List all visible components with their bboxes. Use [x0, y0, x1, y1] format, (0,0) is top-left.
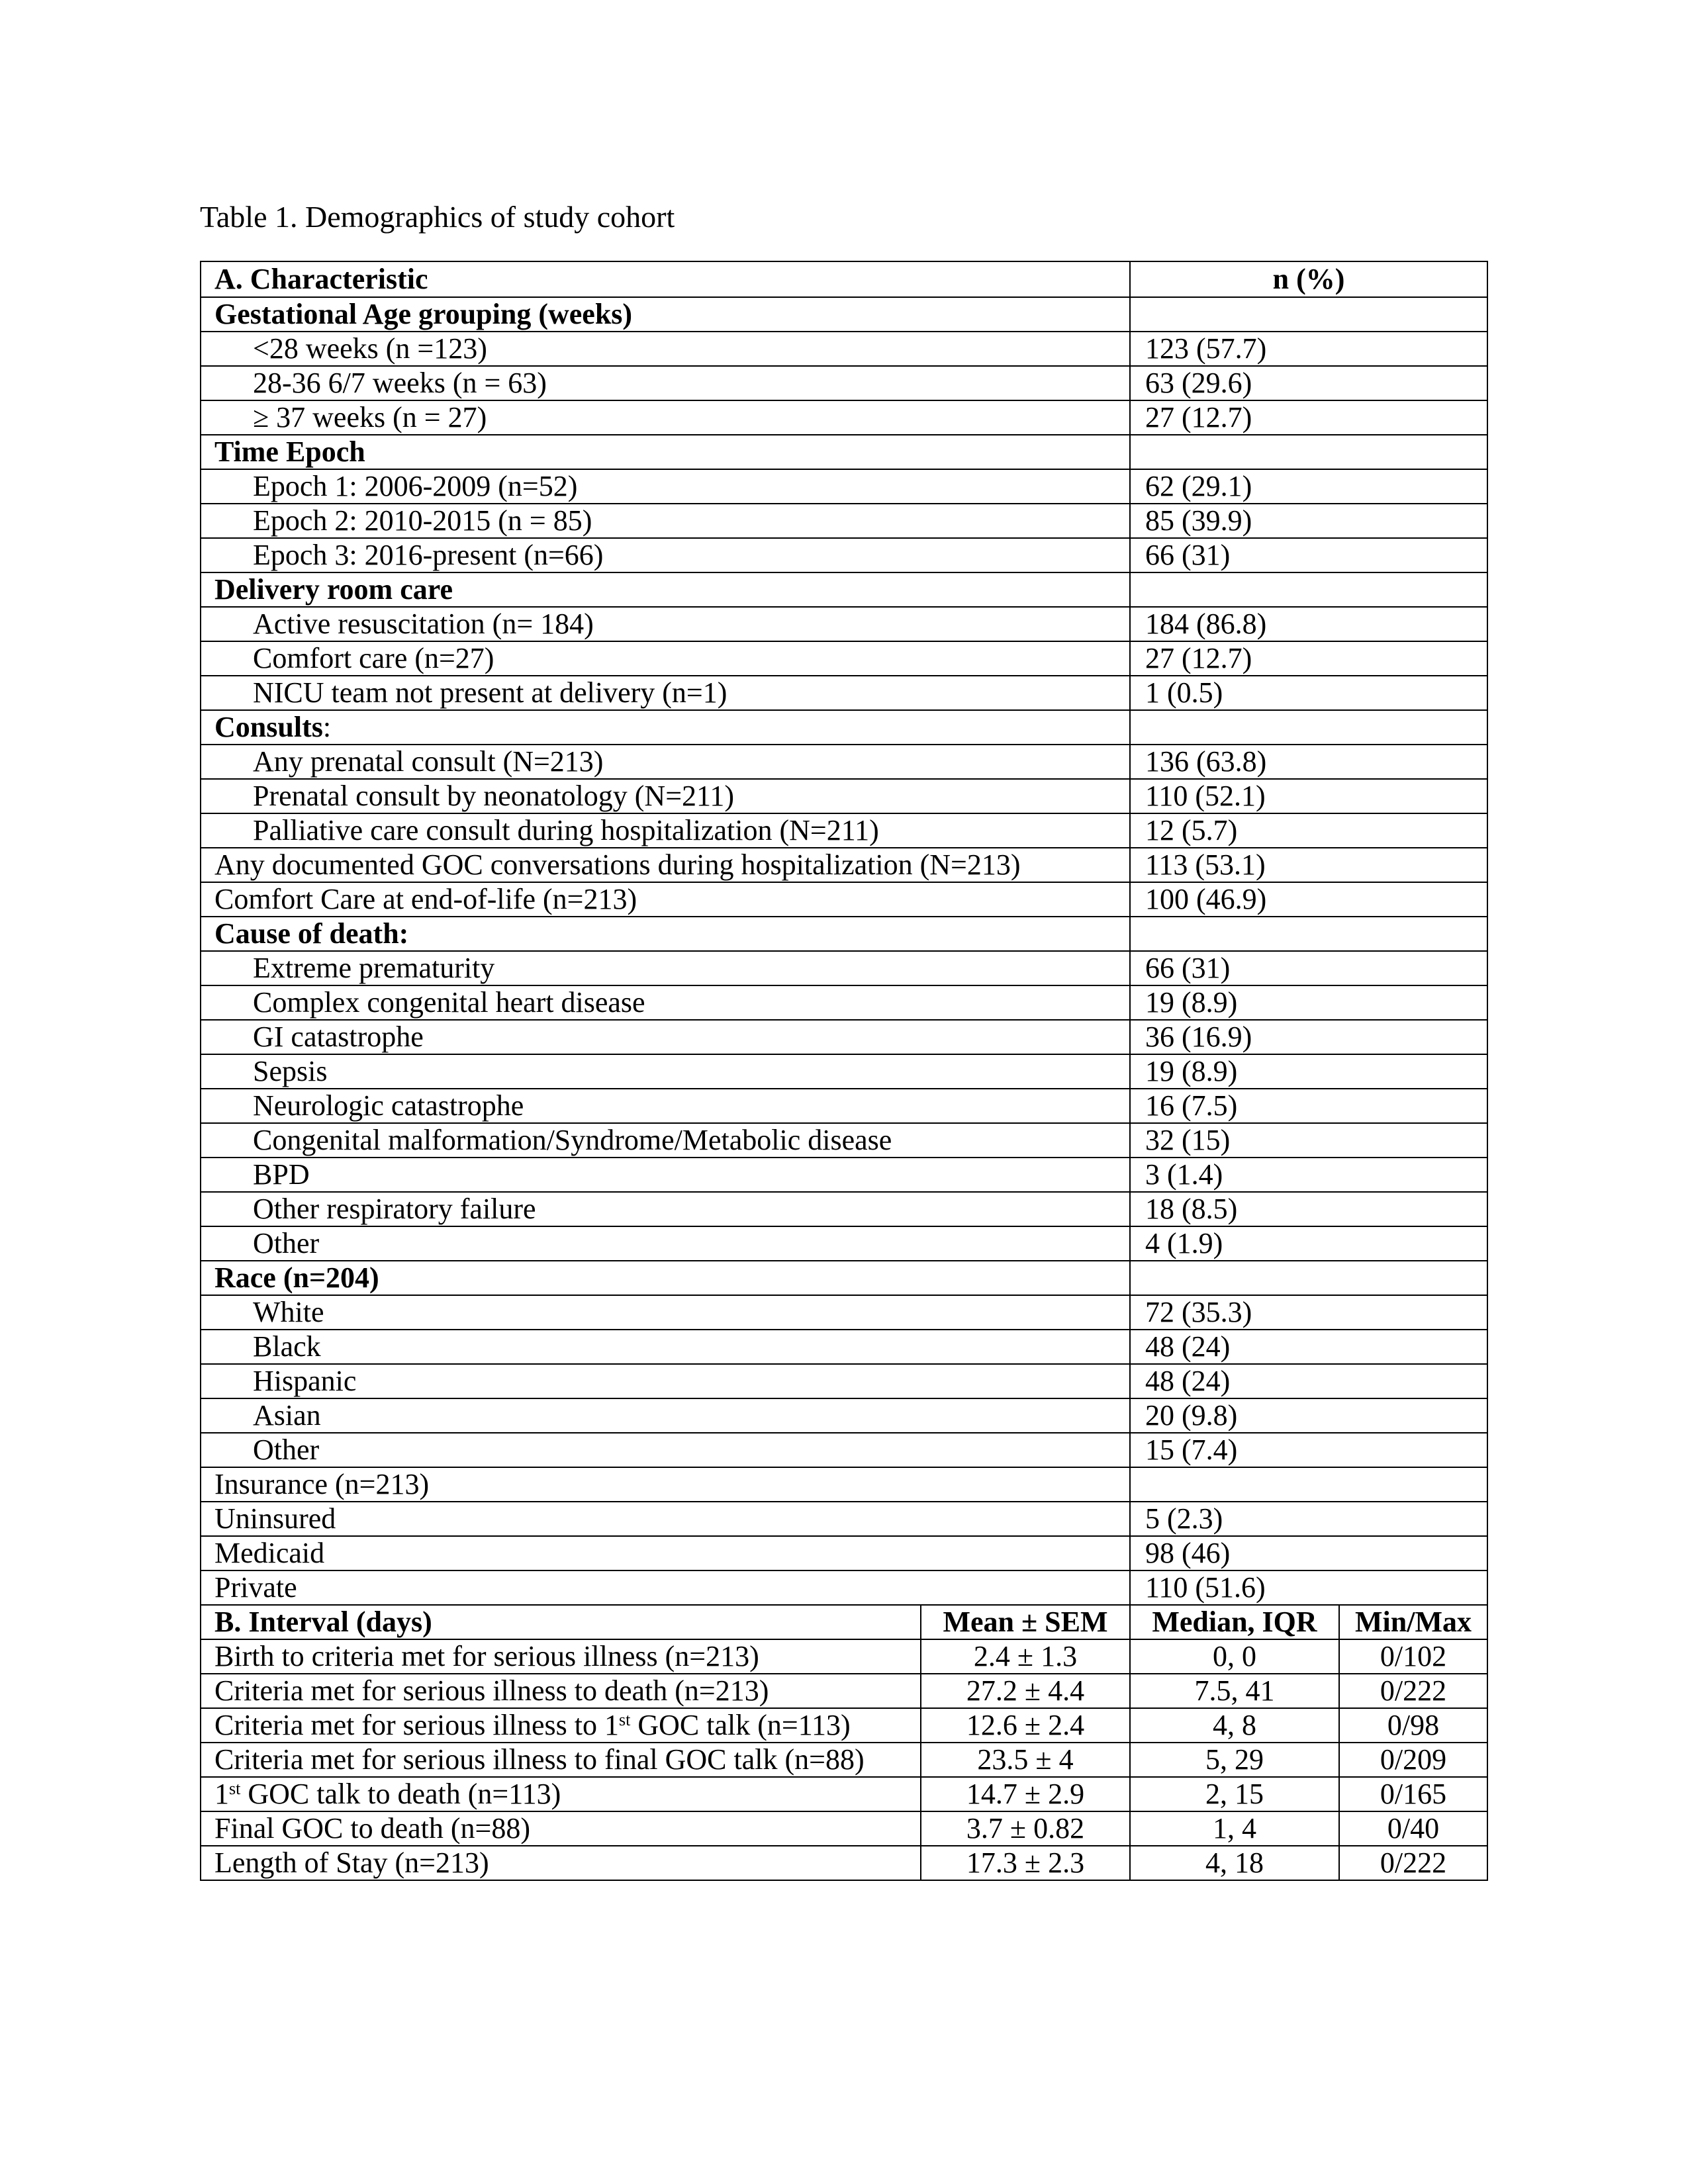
table-row: [201, 400, 1487, 435]
characteristic-cell: [201, 1502, 1130, 1536]
n-percent-header: n (%): [1130, 261, 1487, 297]
n-percent-cell: 27 (12.7): [1130, 641, 1487, 676]
table-row: [201, 1364, 1487, 1398]
table-row: [201, 572, 1487, 607]
table-row: [201, 1708, 1487, 1743]
median-iqr-cell: 7.5, 41: [1130, 1674, 1339, 1708]
median-iqr-cell: 1, 4: [1130, 1811, 1339, 1846]
min-max-cell: 0/102: [1339, 1639, 1487, 1674]
characteristic-cell: [201, 1536, 1130, 1570]
characteristic-cell: [201, 917, 1130, 951]
characteristic-label: BPD: [253, 1158, 310, 1191]
characteristic-header: A. Characteristic: [201, 261, 1130, 297]
min-max-cell: 0/222: [1339, 1674, 1487, 1708]
characteristic-cell: [201, 1226, 1130, 1261]
table-row: [201, 917, 1487, 951]
table-row: [201, 1433, 1487, 1467]
table-row: [201, 951, 1487, 985]
mean-sem-cell: 2.4 ± 1.3: [921, 1639, 1130, 1674]
characteristic-cell: [201, 1123, 1130, 1158]
characteristic-label: Other: [253, 1227, 320, 1259]
interval-label: Length of Stay (n=213): [214, 1846, 489, 1879]
table-row: [201, 1020, 1487, 1054]
interval-label: Criteria met for serious illness to 1: [214, 1709, 619, 1741]
characteristic-cell: [201, 607, 1130, 641]
characteristic-cell: [201, 1158, 1130, 1192]
min-max-cell: 0/165: [1339, 1777, 1487, 1811]
interval-cell: [201, 1674, 921, 1708]
characteristic-label: Epoch 2: 2010-2015 (n = 85): [253, 504, 592, 537]
n-percent-cell: 72 (35.3): [1130, 1295, 1487, 1330]
n-percent-cell: 12 (5.7): [1130, 813, 1487, 848]
median-iqr-cell: 2, 15: [1130, 1777, 1339, 1811]
characteristic-cell: [201, 1570, 1130, 1605]
n-percent-cell: 4 (1.9): [1130, 1226, 1487, 1261]
interval-cell: [201, 1708, 921, 1743]
table-row: [201, 1054, 1487, 1089]
characteristic-cell: [201, 641, 1130, 676]
table-row: [201, 1295, 1487, 1330]
n-percent-cell: 36 (16.9): [1130, 1020, 1487, 1054]
table-row: [201, 538, 1487, 572]
n-percent-cell: 136 (63.8): [1130, 745, 1487, 779]
table-row: [201, 504, 1487, 538]
table-row: [201, 366, 1487, 400]
section-a-header-row: [201, 261, 1487, 297]
characteristic-label: Medicaid: [214, 1537, 325, 1569]
table-row: [201, 1536, 1487, 1570]
characteristic-label: Race (n=204): [214, 1261, 379, 1294]
characteristic-cell: [201, 1364, 1130, 1398]
table-row: [201, 641, 1487, 676]
n-percent-cell: 1 (0.5): [1130, 676, 1487, 710]
characteristic-cell: [201, 332, 1130, 366]
table-row: [201, 1846, 1487, 1880]
demographics-table: [200, 261, 1488, 1881]
ordinal-suffix: st: [229, 1779, 241, 1798]
n-percent-cell: 3 (1.4): [1130, 1158, 1487, 1192]
characteristic-label: Palliative care consult during hospitalization (N=211): [253, 814, 879, 846]
interval-label-rest: GOC talk (n=113): [630, 1709, 851, 1741]
characteristic-label: Cause of death:: [214, 917, 409, 950]
characteristic-cell: [201, 1398, 1130, 1433]
interval-cell: [201, 1639, 921, 1674]
n-percent-cell: [1130, 297, 1487, 332]
characteristic-cell: [201, 1089, 1130, 1123]
table-row: [201, 297, 1487, 332]
n-percent-cell: 63 (29.6): [1130, 366, 1487, 400]
characteristic-label: Prenatal consult by neonatology (N=211): [253, 780, 735, 812]
table-row: [201, 1123, 1487, 1158]
table-row: [201, 1261, 1487, 1295]
interval-label-rest: GOC talk to death (n=113): [240, 1778, 561, 1810]
n-percent-cell: [1130, 1261, 1487, 1295]
characteristic-cell: [201, 297, 1130, 332]
n-percent-cell: 27 (12.7): [1130, 400, 1487, 435]
n-percent-cell: 15 (7.4): [1130, 1433, 1487, 1467]
min-max-cell: 0/40: [1339, 1811, 1487, 1846]
mean-sem-cell: 14.7 ± 2.9: [921, 1777, 1130, 1811]
n-percent-cell: 123 (57.7): [1130, 332, 1487, 366]
median-iqr-cell: 4, 8: [1130, 1708, 1339, 1743]
characteristic-label: Gestational Age grouping (weeks): [214, 298, 633, 330]
characteristic-label: Private: [214, 1571, 297, 1604]
n-percent-cell: 18 (8.5): [1130, 1192, 1487, 1226]
characteristic-label: ≥ 37 weeks (n = 27): [253, 401, 487, 433]
n-percent-cell: 113 (53.1): [1130, 848, 1487, 882]
table-row: [201, 1089, 1487, 1123]
section-b-header-row: [201, 1605, 1487, 1639]
characteristic-cell: [201, 1295, 1130, 1330]
table-row: [201, 469, 1487, 504]
characteristic-cell: [201, 504, 1130, 538]
min-max-cell: 0/222: [1339, 1846, 1487, 1880]
mean-sem-cell: 3.7 ± 0.82: [921, 1811, 1130, 1846]
interval-header: B. Interval (days): [201, 1605, 921, 1639]
characteristic-cell: [201, 1020, 1130, 1054]
n-percent-cell: [1130, 917, 1487, 951]
characteristic-label: Consults: [214, 711, 323, 743]
characteristic-label: Congenital malformation/Syndrome/Metabolic disease: [253, 1124, 892, 1156]
table-row: [201, 1226, 1487, 1261]
n-percent-cell: 48 (24): [1130, 1330, 1487, 1364]
characteristic-label: Comfort Care at end-of-life (n=213): [214, 883, 637, 915]
min-max-cell: 0/209: [1339, 1743, 1487, 1777]
table-row: [201, 882, 1487, 917]
median-iqr-header: Median, IQR: [1130, 1605, 1339, 1639]
median-iqr-cell: 5, 29: [1130, 1743, 1339, 1777]
interval-cell: [201, 1811, 921, 1846]
median-iqr-cell: 4, 18: [1130, 1846, 1339, 1880]
interval-label: Criteria met for serious illness to final GOC talk (n=88): [214, 1743, 865, 1776]
table-row: [201, 1777, 1487, 1811]
characteristic-label: White: [253, 1296, 324, 1328]
characteristic-cell: [201, 985, 1130, 1020]
table-row: [201, 676, 1487, 710]
label-suffix: :: [322, 711, 332, 743]
characteristic-label: Epoch 3: 2016-present (n=66): [253, 539, 604, 571]
table-row: [201, 1674, 1487, 1708]
n-percent-cell: 66 (31): [1130, 538, 1487, 572]
table-row: [201, 710, 1487, 745]
characteristic-cell: [201, 1467, 1130, 1502]
characteristic-label: Time Epoch: [214, 435, 365, 468]
table-row: [201, 779, 1487, 813]
table-row: [201, 1330, 1487, 1364]
characteristic-cell: [201, 1433, 1130, 1467]
characteristic-label: Any prenatal consult (N=213): [253, 745, 604, 778]
characteristic-label: <28 weeks (n =123): [253, 332, 487, 365]
interval-cell: [201, 1777, 921, 1811]
characteristic-label: Extreme prematurity: [253, 952, 495, 984]
characteristic-label: Active resuscitation (n= 184): [253, 608, 594, 640]
characteristic-cell: [201, 538, 1130, 572]
characteristic-label: Complex congenital heart disease: [253, 986, 645, 1019]
ordinal-suffix: st: [619, 1710, 631, 1729]
n-percent-cell: [1130, 710, 1487, 745]
characteristic-label: 28-36 6/7 weeks (n = 63): [253, 367, 547, 399]
characteristic-cell: [201, 1261, 1130, 1295]
n-percent-cell: 16 (7.5): [1130, 1089, 1487, 1123]
characteristic-cell: [201, 745, 1130, 779]
table-row: [201, 1398, 1487, 1433]
characteristic-cell: [201, 848, 1130, 882]
characteristic-label: Delivery room care: [214, 573, 453, 606]
min-max-header: Min/Max: [1339, 1605, 1487, 1639]
n-percent-cell: 19 (8.9): [1130, 985, 1487, 1020]
n-percent-cell: 48 (24): [1130, 1364, 1487, 1398]
interval-label: Criteria met for serious illness to death (n=213): [214, 1674, 769, 1707]
characteristic-label: Other respiratory failure: [253, 1193, 536, 1225]
table-row: [201, 607, 1487, 641]
mean-sem-cell: 12.6 ± 2.4: [921, 1708, 1130, 1743]
characteristic-cell: [201, 572, 1130, 607]
table-row: [201, 1192, 1487, 1226]
characteristic-label: Other: [253, 1433, 320, 1466]
characteristic-label: GI catastrophe: [253, 1021, 424, 1053]
characteristic-cell: [201, 400, 1130, 435]
interval-label: Final GOC to death (n=88): [214, 1812, 530, 1844]
characteristic-cell: [201, 710, 1130, 745]
characteristic-cell: [201, 951, 1130, 985]
table-row: [201, 1467, 1487, 1502]
characteristic-label: NICU team not present at delivery (n=1): [253, 676, 727, 709]
characteristic-cell: [201, 1054, 1130, 1089]
n-percent-cell: 85 (39.9): [1130, 504, 1487, 538]
table-row: [201, 332, 1487, 366]
n-percent-cell: 62 (29.1): [1130, 469, 1487, 504]
characteristic-label: Uninsured: [214, 1502, 336, 1535]
table-row: [201, 1811, 1487, 1846]
mean-sem-cell: 23.5 ± 4: [921, 1743, 1130, 1777]
characteristic-cell: [201, 469, 1130, 504]
n-percent-cell: 20 (9.8): [1130, 1398, 1487, 1433]
characteristic-cell: [201, 1330, 1130, 1364]
n-percent-cell: 184 (86.8): [1130, 607, 1487, 641]
n-percent-cell: 19 (8.9): [1130, 1054, 1487, 1089]
n-percent-cell: 98 (46): [1130, 1536, 1487, 1570]
mean-sem-header: Mean ± SEM: [921, 1605, 1130, 1639]
n-percent-cell: 110 (52.1): [1130, 779, 1487, 813]
characteristic-cell: [201, 676, 1130, 710]
interval-label: 1: [214, 1778, 229, 1810]
characteristic-label: Sepsis: [253, 1055, 328, 1087]
n-percent-cell: [1130, 572, 1487, 607]
n-percent-cell: 110 (51.6): [1130, 1570, 1487, 1605]
interval-cell: [201, 1846, 921, 1880]
n-percent-cell: 5 (2.3): [1130, 1502, 1487, 1536]
table-row: [201, 745, 1487, 779]
characteristic-cell: [201, 813, 1130, 848]
characteristic-cell: [201, 435, 1130, 469]
n-percent-cell: [1130, 435, 1487, 469]
interval-cell: [201, 1743, 921, 1777]
n-percent-cell: 32 (15): [1130, 1123, 1487, 1158]
min-max-cell: 0/98: [1339, 1708, 1487, 1743]
n-percent-cell: 66 (31): [1130, 951, 1487, 985]
mean-sem-cell: 17.3 ± 2.3: [921, 1846, 1130, 1880]
characteristic-label: Insurance (n=213): [214, 1468, 430, 1500]
characteristic-label: Any documented GOC conversations during hospitalization (N=213): [214, 848, 1021, 881]
section-a-body: [201, 261, 1487, 1605]
characteristic-label: Epoch 1: 2006-2009 (n=52): [253, 470, 578, 502]
characteristic-label: Black: [253, 1330, 321, 1363]
table-row: [201, 435, 1487, 469]
table-row: [201, 1743, 1487, 1777]
table-caption: Table 1. Demographics of study cohort: [200, 200, 675, 234]
n-percent-cell: [1130, 1467, 1487, 1502]
n-percent-cell: 100 (46.9): [1130, 882, 1487, 917]
table-row: [201, 848, 1487, 882]
characteristic-cell: [201, 882, 1130, 917]
characteristic-cell: [201, 366, 1130, 400]
table-row: [201, 1570, 1487, 1605]
characteristic-label: Comfort care (n=27): [253, 642, 494, 674]
characteristic-label: Hispanic: [253, 1365, 357, 1397]
interval-label: Birth to criteria met for serious illness (n=213): [214, 1640, 759, 1672]
characteristic-label: Asian: [253, 1399, 321, 1432]
median-iqr-cell: 0, 0: [1130, 1639, 1339, 1674]
characteristic-cell: [201, 1192, 1130, 1226]
characteristic-cell: [201, 779, 1130, 813]
table-row: [201, 1502, 1487, 1536]
characteristic-label: Neurologic catastrophe: [253, 1089, 524, 1122]
table-row: [201, 1158, 1487, 1192]
table-row: [201, 985, 1487, 1020]
table-row: [201, 1639, 1487, 1674]
table-row: [201, 813, 1487, 848]
mean-sem-cell: 27.2 ± 4.4: [921, 1674, 1130, 1708]
section-b-body: [201, 1605, 1487, 1880]
